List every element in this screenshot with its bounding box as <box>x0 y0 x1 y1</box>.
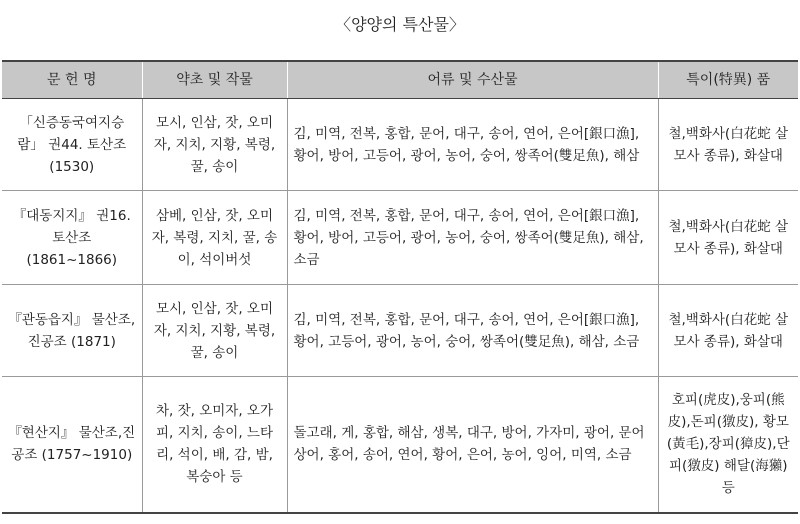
cell-special: 호피(虎皮),웅피(熊皮),돈피(獤皮), 황모(黃毛),장피(獐皮),단피(獤皮) 해달(海獺) 등 <box>658 377 798 513</box>
header-row <box>2 61 798 99</box>
cell-source: 『현산지』 물산조,진공조 (1757~1910) <box>2 377 142 513</box>
table-row <box>2 377 798 513</box>
cell-fish: 김, 미역, 전복, 홍합, 문어, 대구, 송어, 연어, 은어[銀口漁], 황어, 방어, 고등어, 광어, 농어, 숭어, 쌍족어(雙足魚), 해삼 <box>287 99 658 191</box>
cell-herbs: 차, 잣, 오미자, 오가피, 지치, 송이, 느타리, 석이, 배, 감, 밤, 복숭아 등 <box>142 377 287 513</box>
header-herbs: 약초 및 작물 <box>142 61 287 99</box>
header-special: 특이(特異) 품 <box>658 61 798 99</box>
cell-fish: 돌고래, 게, 홍합, 해삼, 생복, 대구, 방어, 가자미, 광어, 문어 상어, 홍어, 송어, 연어, 황어, 은어, 농어, 잉어, 미역, 소금 <box>287 377 658 513</box>
header-fish: 어류 및 수산물 <box>287 61 658 99</box>
cell-fish: 김, 미역, 전복, 홍합, 문어, 대구, 송어, 연어, 은어[銀口漁], 황어, 방어, 고등어, 광어, 농어, 숭어, 쌍족어(雙足魚), 해삼, 소금 <box>287 191 658 285</box>
cell-fish: 김, 미역, 전복, 홍합, 문어, 대구, 송어, 연어, 은어[銀口漁], 황어, 고등어, 광어, 농어, 숭어, 쌍족어(雙足魚), 해삼, 소금 <box>287 285 658 377</box>
table-caption: 〈양양의 특산물〉 <box>335 15 465 34</box>
cell-special: 철,백화사(白花蛇 살모사 종류), 화살대 <box>658 191 798 285</box>
cell-source: 「신증동국여지승람」 권44. 토산조(1530) <box>2 99 142 191</box>
specialties-table <box>2 60 798 514</box>
cell-herbs: 모시, 인삼, 잣, 오미자, 지치, 지황, 복령, 꿀, 송이 <box>142 285 287 377</box>
cell-special: 철,백화사(白花蛇 살모사 종류), 화살대 <box>658 99 798 191</box>
cell-herbs: 삼베, 인삼, 잣, 오미자, 복령, 지치, 꿀, 송이, 석이버섯 <box>142 191 287 285</box>
cell-special: 철,백화사(白花蛇 살모사 종류), 화살대 <box>658 285 798 377</box>
cell-source: 『관동읍지』 물산조,진공조 (1871) <box>2 285 142 377</box>
table-row <box>2 191 798 285</box>
cell-source: 『대동지지』 권16. 토산조 (1861~1866) <box>2 191 142 285</box>
table-row <box>2 285 798 377</box>
cell-herbs: 모시, 인삼, 잣, 오미자, 지치, 지황, 복령, 꿀, 송이 <box>142 99 287 191</box>
header-source: 문 헌 명 <box>2 61 142 99</box>
table-row <box>2 99 798 191</box>
